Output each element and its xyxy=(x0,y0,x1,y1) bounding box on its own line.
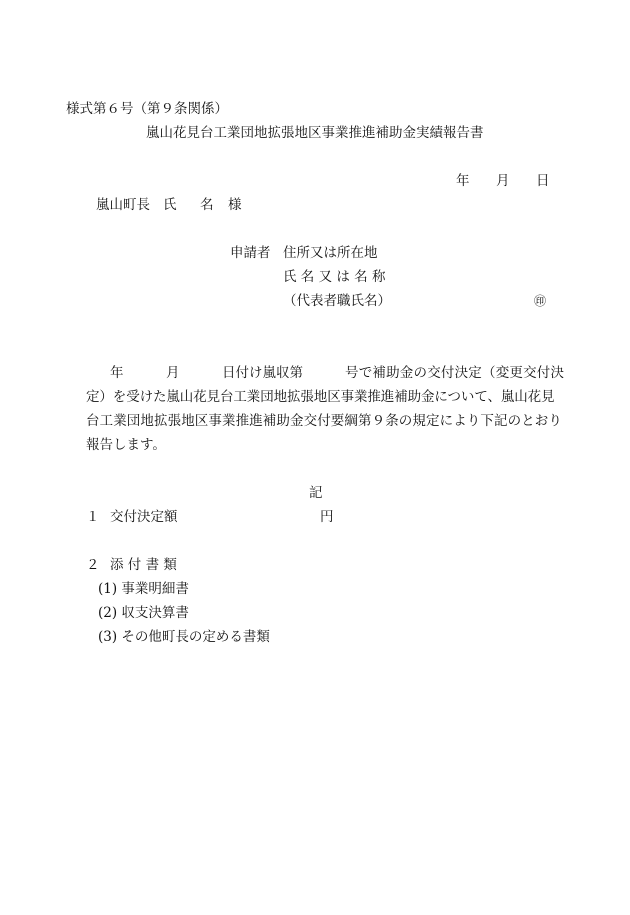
body-line-4: 報告します。 xyxy=(86,437,166,453)
item2-sub-3: (3) その他町長の定める書類 xyxy=(98,629,270,645)
document-title: 嵐山花見台工業団地拡張地区事業推進補助金実績報告書 xyxy=(146,125,484,141)
body-year: 年 xyxy=(110,365,124,381)
date-year-label: 年 xyxy=(456,173,470,189)
item2-label: 添 付 書 類 xyxy=(110,557,177,573)
applicant-label: 申請者 xyxy=(230,245,271,261)
seal-mark: ㊞ xyxy=(534,294,547,308)
item1-label: 交付決定額 xyxy=(110,509,178,525)
applicant-name-label: 氏 名 又 は 名 称 xyxy=(283,269,386,285)
applicant-representative-label: （代表者職氏名） xyxy=(283,293,391,309)
body-month: 月 xyxy=(166,365,180,381)
item1-number: １ xyxy=(86,509,100,525)
body-text-a: 日付け嵐収第 xyxy=(222,365,303,381)
date-month-label: 月 xyxy=(496,173,510,189)
applicant-address-label: 住所又は所在地 xyxy=(283,245,378,261)
date-day-label: 日 xyxy=(536,173,550,189)
body-line-2: 定）を受けた嵐山花見台工業団地拡張地区事業推進補助金について、嵐山花見 xyxy=(86,389,555,405)
form-number: 様式第６号（第９条関係） xyxy=(66,101,228,117)
item1-unit: 円 xyxy=(320,509,334,525)
item2-sub-2: (2) 収支決算書 xyxy=(98,605,189,621)
body-line-3: 台工業団地拡張地区事業推進補助金交付要綱第９条の規定により下記のとおり xyxy=(86,413,562,429)
addressee-mei: 名 xyxy=(200,197,214,213)
item2-sub-1: (1) 事業明細書 xyxy=(98,581,189,597)
addressee-honorific: 様 xyxy=(228,197,242,213)
item2-number: ２ xyxy=(86,557,100,573)
addressee-shimei: 氏 xyxy=(163,197,177,213)
addressee-name: 嵐山町長 xyxy=(96,197,150,213)
body-text-b: 号で補助金の交付決定（変更交付決 xyxy=(345,365,565,381)
ki-heading: 記 xyxy=(309,485,323,501)
